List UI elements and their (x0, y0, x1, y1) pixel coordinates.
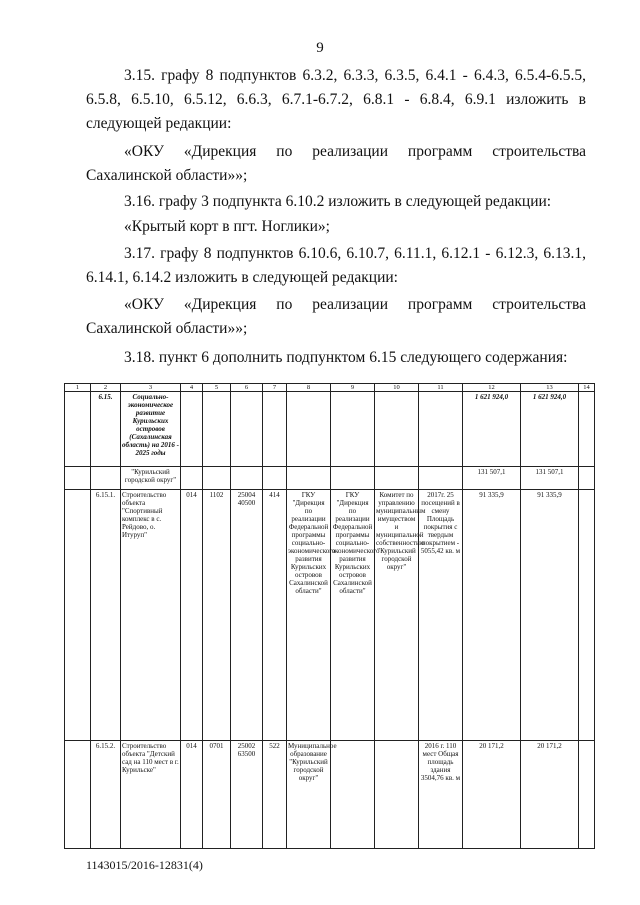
table-cell (91, 467, 121, 490)
header-cell: 7 (263, 384, 287, 392)
table-cell: 414 (263, 490, 287, 741)
table-cell: 20 171,2 (463, 741, 521, 849)
header-cell: 4 (181, 384, 203, 392)
header-cell: 5 (203, 384, 231, 392)
table-row (65, 392, 595, 467)
table-cell: Строительство объекта "Спортивный комплекс в с. Рейдово, о. Итуруп" (121, 490, 181, 741)
table-cell: "Курильский городской округ" (121, 467, 181, 490)
table-cell (287, 392, 331, 467)
header-cell: 13 (521, 384, 579, 392)
table-cell (287, 467, 331, 490)
table-cell (579, 392, 595, 467)
table-cell (331, 467, 375, 490)
table-cell (263, 467, 287, 490)
table-cell (231, 467, 263, 490)
table-cell (231, 392, 263, 467)
paragraph-3-16: 3.16. графу 3 подпункта 6.10.2 изложить в следующей редакции: (124, 193, 552, 210)
table-cell (419, 467, 463, 490)
table-cell (331, 741, 375, 849)
table-cell (331, 392, 375, 467)
table-cell (579, 741, 595, 849)
header-cell: 2 (91, 384, 121, 392)
header-cell: 3 (121, 384, 181, 392)
table-cell (419, 392, 463, 467)
table-cell: 1102 (203, 490, 231, 741)
table-cell: 25002 63500 (231, 741, 263, 849)
paragraph-3-17-text: «ОКУ «Дирекция по реализации программ строительства Сахалинской области»»; (86, 296, 586, 337)
table-cell: 131 507,1 (521, 467, 579, 490)
table-cell: 522 (263, 741, 287, 849)
table-row (65, 490, 595, 741)
table-row (65, 741, 595, 849)
table-cell: 2016 г. 110 мест Общая площадь здания 3504,76 кв. м (419, 741, 463, 849)
header-cell: 14 (579, 384, 595, 392)
table-cell (181, 392, 203, 467)
table-cell (65, 741, 91, 849)
table-row (65, 467, 595, 490)
table-cell (579, 467, 595, 490)
table-cell: Строительство объекта "Детский сад на 110 мест в г. Курильске" (121, 741, 181, 849)
header-cell: 1 (65, 384, 91, 392)
table-cell (181, 467, 203, 490)
table-cell: 91 335,9 (463, 490, 521, 741)
table-cell: 1 621 924,0 (463, 392, 521, 467)
header-cell: 8 (287, 384, 331, 392)
table-cell: ГКУ "Дирекция по реализации Федеральной программы социально-экономического развития Курильских островов Сахалинской области" (287, 490, 331, 741)
table-cell (203, 467, 231, 490)
table-cell: 6.15.1. (91, 490, 121, 741)
header-cell: 11 (419, 384, 463, 392)
table-cell: 2017г. 25 посещений в смену Площадь покрытия с твердым покрытием - 5055,42 кв. м (419, 490, 463, 741)
table-cell (65, 467, 91, 490)
header-cell: 6 (231, 384, 263, 392)
table-cell: ГКУ "Дирекция по реализации Федеральной программы социально-экономического развития Курильских островов Сахалинской области" (331, 490, 375, 741)
paragraph-3-15-text: «ОКУ «Дирекция по реализации программ строительства Сахалинской области»»; (86, 143, 586, 184)
table-cell: 014 (181, 741, 203, 849)
paragraph-3-17: 3.17. графу 8 подпунктов 6.10.6, 6.10.7, 6.11.1, 6.12.1 - 6.12.3, 6.13.1, 6.14.1, 6.14.2 изложить в следующей редакции: (86, 245, 586, 286)
table-cell: 25004 40500 (231, 490, 263, 741)
table-cell (579, 490, 595, 741)
header-cell: 10 (375, 384, 419, 392)
table-cell: Комитет по управлению муниципальным имуществом и муниципальной собственностью "Курильский городской округ" (375, 490, 419, 741)
table-cell: 6.15. (91, 392, 121, 467)
table-cell: Муниципальное образование "Курильский городской округ" (287, 741, 331, 849)
table-cell (375, 467, 419, 490)
table-header-row (65, 384, 595, 392)
table-cell (65, 392, 91, 467)
table-cell (263, 392, 287, 467)
table-cell (375, 392, 419, 467)
paragraph-3-15: 3.15. графу 8 подпунктов 6.3.2, 6.3.3, 6.3.5, 6.4.1 - 6.4.3, 6.5.4-6.5.5, 6.5.8, 6.5.10, 6.5.12, 6.6.3, 6.7.1-6.7.2, 6.8.1 - 6.8.4, 6.9.1 изложить в следующей редакции: (86, 67, 586, 132)
document-footer-id: 1143015/2016-12831(4) (86, 858, 203, 872)
table-cell: 131 507,1 (463, 467, 521, 490)
table-cell (203, 392, 231, 467)
table-cell (65, 490, 91, 741)
table-cell: 0701 (203, 741, 231, 849)
table-cell: 20 171,2 (521, 741, 579, 849)
table-cell: 014 (181, 490, 203, 741)
table-cell: 91 335,9 (521, 490, 579, 741)
table-cell (375, 741, 419, 849)
page-number: 9 (316, 40, 324, 56)
paragraph-3-16-text: «Крытый корт в пгт. Ноглики»; (124, 218, 330, 235)
header-cell: 9 (331, 384, 375, 392)
table-cell: 6.15.2. (91, 741, 121, 849)
paragraph-3-18: 3.18. пункт 6 дополнить подпунктом 6.15 следующего содержания: (124, 349, 568, 366)
table-cell: 1 621 924,0 (521, 392, 579, 467)
program-table (64, 383, 595, 849)
header-cell: 12 (463, 384, 521, 392)
table-cell: Социально-экономическое развитие Курильских островов (Сахалинская область) на 2016 - 2025 годы (121, 392, 181, 467)
